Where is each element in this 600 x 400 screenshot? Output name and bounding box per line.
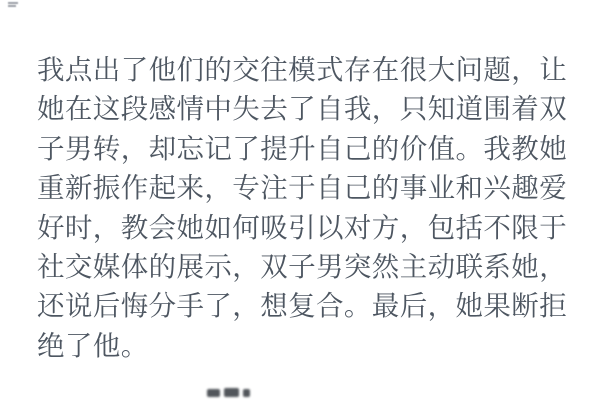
paragraph-line: 好时，教会她如何吸引以对方，包括不限于 [37,211,568,243]
cropped-text-fragment-icon [8,2,18,9]
paragraph-line: 重新振作起来，专注于自己的事业和兴趣爱 [37,172,568,204]
paragraph-line: 绝了他。 [37,329,149,361]
story-paragraph [37,50,577,365]
paragraph-line: 社交媒体的展示，双子男突然主动联系她， [37,250,568,282]
paragraph-line: 子男转，却忘记了提升自己的价值。我教她 [37,132,568,164]
paragraph-line: 我点出了他们的交往模式存在很大问题，让 [37,54,568,85]
paragraph-line: 还说后悔分手了，想复合。最后，她果断拒 [37,290,568,322]
blurred-watermark-icon [207,387,250,398]
paragraph-line: 她在这段感情中失去了自我，只知道围着双 [37,93,568,125]
